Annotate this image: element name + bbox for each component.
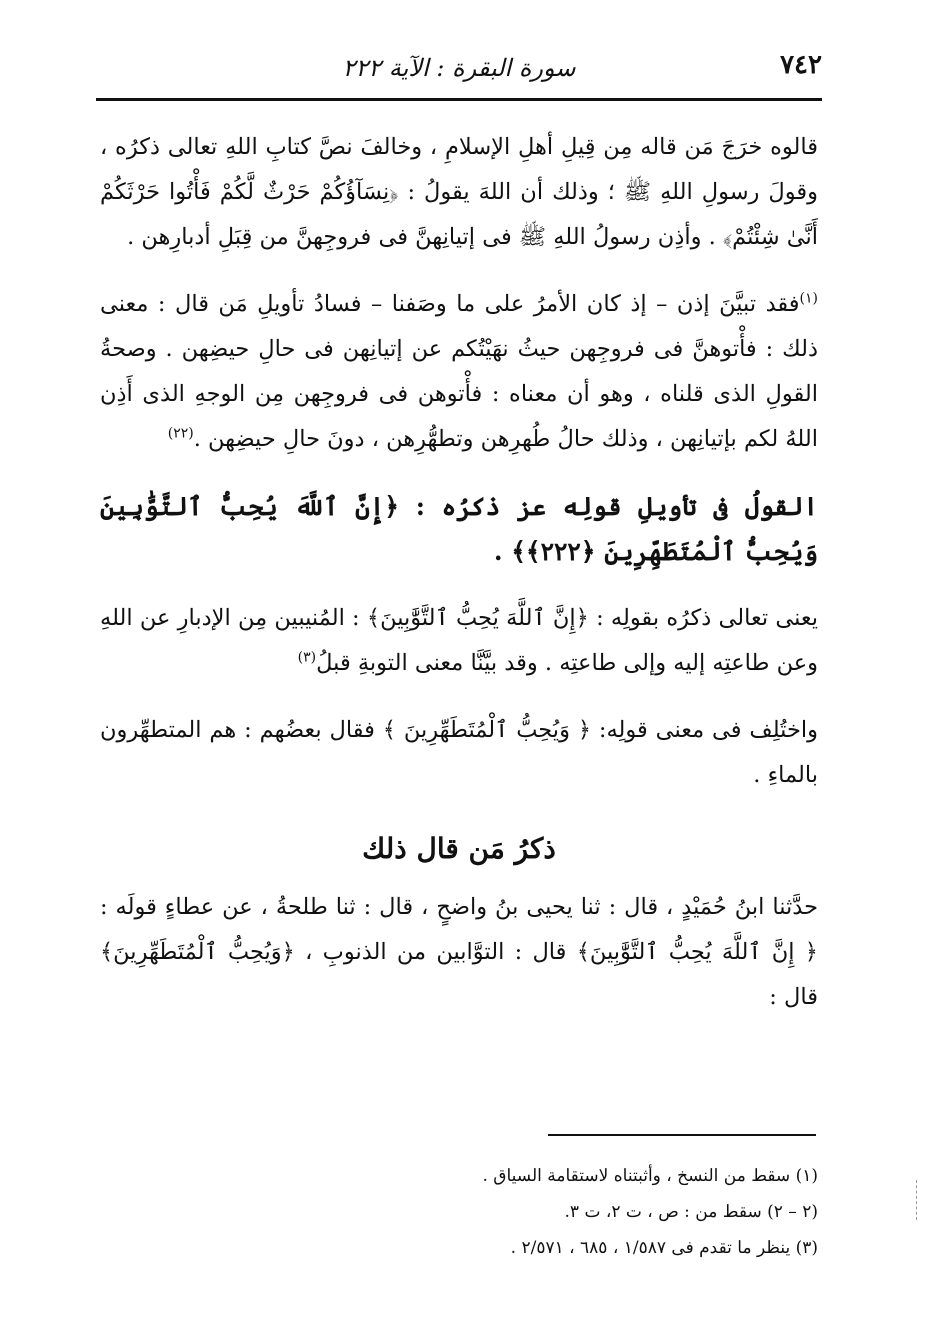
- paragraph-1: قالوه خرَجَ مَن قاله مِن قِيلِ أهلِ الإسلامِ ، وخالفَ نصَّ كتابِ اللهِ تعالى ذكرُه ، وقولَ رسولِ اللهِ ﷺ ؛ وذلك أن اللهَ يقولُ : ﴿نِسَآؤُكُمْ حَرْثٌ لَّكُمْ فَأْتُوا حَرْثَكُمْ أَنَّىٰ شِئْتُمْ﴾ . وأذِن رسولُ اللهِ ﷺ فى إتيانِهنَّ فى فروجِهنَّ من قِبَلِ أدبارِهن .: [100, 134, 818, 250]
- page-number: ٧٤٢: [780, 50, 822, 80]
- footnote-marker-3: (٣): [297, 649, 317, 666]
- running-head: سورة البقرة : الآية ٢٢٢: [342, 54, 576, 82]
- paragraph-2-text: فقد تبيَّنَ إذن – إذ كان الأمرُ على ما وصَفنا – فسادُ تأويلِ مَن قال : معنى ذلك : فأْتوهنَّ فى فروجِهن حيثُ نهَيْتُكم عن إتيانِهن فى حالِ حيضِهن . وصحةُ القولِ الذى قلناه ، وهو أن معناه : فأْتوهن فى فروجِهن مِن الوجهِ الذى أَذِن اللهُ لكم بإتيانِهن ، وذلك حالُ طُهرِهن وتطهُّرِهن ، دونَ حالِ حيضِهن .: [100, 291, 818, 452]
- footnote-3: (٣) ينظر ما تقدم فى ١/٥٨٧ ، ٦٨٥ ، ٢/٥٧١ .: [510, 1238, 818, 1258]
- section-title: ذكرُ مَن قال ذلك: [362, 832, 556, 865]
- footnote-marker-2-open: (٢: [173, 425, 194, 442]
- paragraph-4: واختُلِف فى معنى قولِه: ﴿ وَيُحِبُّ ٱلْمُتَطَهِّرِينَ ﴾ فقال بعضُهم : هم المتطهِّرون بالماءِ .: [100, 717, 818, 788]
- paragraph-2: [100, 282, 818, 462]
- footnote-marker-2-close: ٢): [167, 425, 189, 442]
- footnote-1: (١) سقط من النسخ ، وأثبتناه لاستقامة السياق .: [482, 1166, 818, 1186]
- section-heading-tafsir: القولُ فى تأويلِ قولِه عز ذكرُه : ﴿إِنَّ ٱللَّهَ يُحِبُّ ٱلتَّوَّٰبِينَ وَيُحِبُّ ٱلْمُتَطَهِّرِينَ ﴿٢٢٢﴾﴾ .: [100, 492, 818, 566]
- footnote-2: (٢ – ٢) سقط من : ص ، ت ٢، ت ٣.: [564, 1202, 818, 1222]
- paragraph-5: حدَّثنا ابنُ حُمَيْدٍ ، قال : ثنا يحيى بنُ واضحٍ ، قال : ثنا طلحةُ ، عن عطاءٍ قولَه : ﴿ إِنَّ ٱللَّهَ يُحِبُّ ٱلتَّوَّٰبِينَ﴾ قال : التوَّابين من الذنوبِ ، ﴿وَيُحِبُّ ٱلْمُتَطَهِّرِينَ﴾ قال :: [100, 894, 818, 1010]
- main-text: [100, 125, 818, 1042]
- paragraph-3: [100, 596, 818, 686]
- header-rule: [96, 98, 822, 101]
- footnote-rule: [548, 1134, 816, 1136]
- paragraph-3-text: يعنى تعالى ذكرُه بقولِه : ﴿إِنَّ ٱللَّهَ يُحِبُّ ٱلتَّوَّٰبِينَ﴾ : المُنيبين مِن الإدبارِ عن اللهِ وعن طاعتِه إليه وإلى طاعتِه . وقد بيَّنَّا معنى التوبةِ قبلُ: [100, 605, 818, 676]
- scan-edge-mark: [916, 1180, 919, 1220]
- page-header: [96, 50, 822, 90]
- footnotes: [100, 1158, 818, 1266]
- footnote-marker-1: (١): [799, 290, 818, 307]
